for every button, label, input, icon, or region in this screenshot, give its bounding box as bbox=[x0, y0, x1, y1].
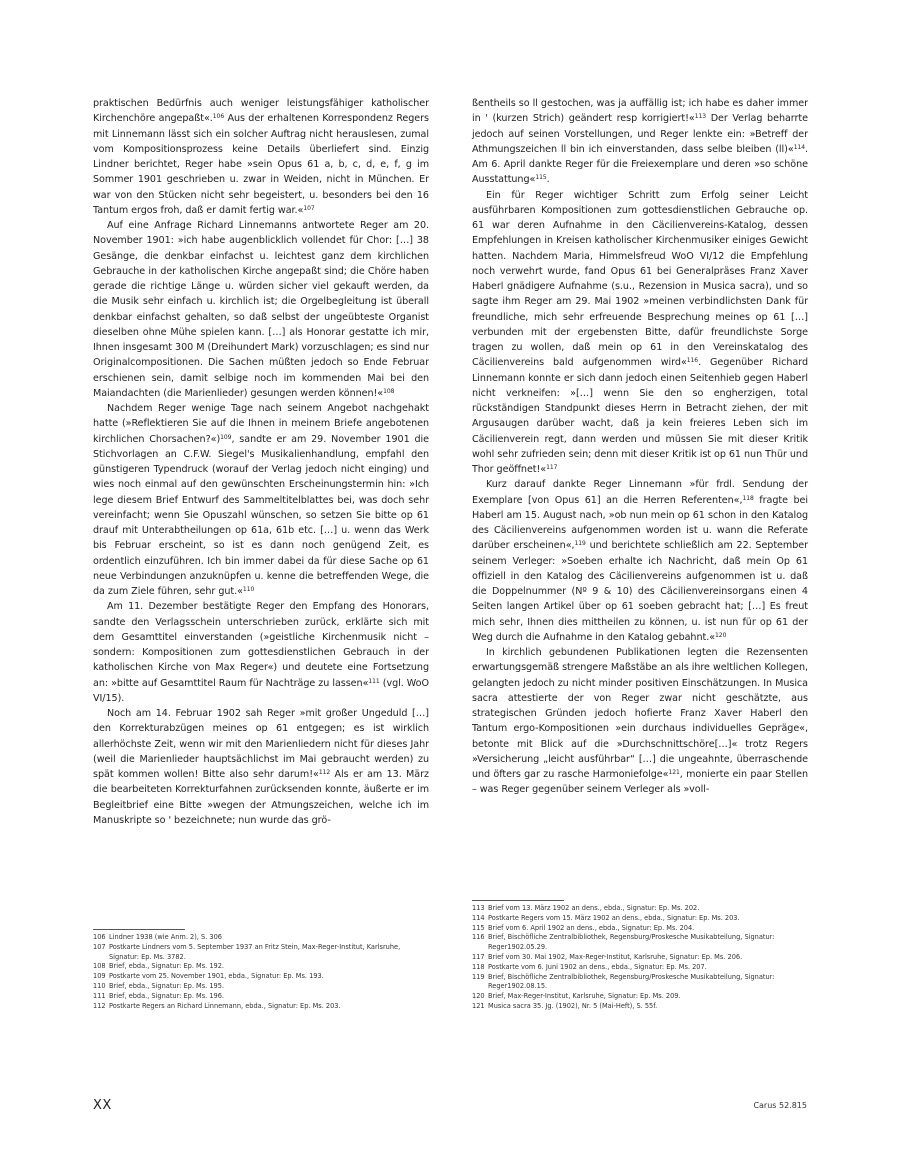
paragraph: Ein für Reger wichtiger Schritt zum Erfolg seiner Leicht ausführbaren Kompositionen zum gottesdienstlichen Gebrauche op. 61 war deren Aufnahme in den Cäcilienvereins-Katalog, dessen Empfehlungen in Kreisen katholischer Kirchenmusiker einiges Gewicht hatten. Nachdem Maria, Himmelsfreud WoO VI/12 die Empfehlung noch verwehrt wurde, fand Opus 61 bei Generalpräses Franz Xaver Haberl gnädigere Aufnahme (s.u., Rezension in Musica sacra), und so sagte ihm Reger am 29. Mai 1902 »meinen verbindlichsten Dank für freundliche, mich sehr erfreuende Besprechung meines op 61 […] verbunden mit der ergebensten Bitte, dafür freundlichste Sorge tragen zu wollen, daß mein op 61 in den Vereinskatalog des Cäcilienvereins bald aufgenommen wird«$^{116}$. Gegenüber Richard Linnemann konnte er sich dann jedoch einen Seitenhieb gegen Haberl nicht verkneifen: »[…] wenn Sie den so engherzigen, total rückständigen Standpunkt dieses Herrn in Betracht ziehen, der mit Argusaugen darüber wacht, daß ja kein freieres Leben sich im Cäcilienverein regt, dann werden und müssen Sie mit dieser Kritik wohl sehr zufrieden sein; denn mit dieser Kritik ist op 61 nun Thür und Thor geöffnet!«$^{117}$ bbox=[472, 189, 808, 475]
footnotes-right bbox=[472, 900, 808, 1012]
footnote-ref[interactable]: 112 bbox=[318, 769, 331, 776]
footnote: 120 Brief, Max-Reger-Institut, Karlsruhe, Signatur: Ep. Ms. 209. bbox=[472, 992, 681, 1001]
footnote-ref[interactable]: 120 bbox=[715, 631, 727, 639]
left-text-column bbox=[93, 96, 429, 1010]
page-number: XX bbox=[93, 1098, 112, 1113]
footnote: 116 Brief, Bischöfliche Zentralbibliothek, Regensburg/Proskesche Musikabteilung, Signatur: Reger1902.05.29. bbox=[472, 933, 775, 952]
paragraph: Noch am 14. Februar 1902 sah Reger »mit großer Ungeduld […] den Korrekturabzügen meines op 61 entgegen; es ist wirklich allerhöchste Zeit, wenn wir mit den Marienliedern nicht für dieses Jahr (weil die Marienlieder hauptsächlichst im Mai gebraucht werden) zu spät kommen wollen! Bitte also sehr darum!«$^{112}$ Als er am 13. März die bearbeiteten Korrekturfahnen zurücksenden konnte, äußerte er im Begleitbrief eine Bitte »wegen der Atmungszeichen, welche ich im Manuskripte so ' bezeichnete; nun wurde das grö- bbox=[93, 708, 429, 826]
footnote: 112 Postkarte Regers an Richard Linnemann, ebda., Signatur: Ep. Ms. 203. bbox=[93, 1001, 341, 1010]
footnote: 109 Postkarte vom 25. November 1901, ebda., Signatur: Ep. Ms. 193. bbox=[93, 972, 324, 981]
footnote-ref[interactable]: 113 bbox=[694, 113, 707, 121]
paragraph: Auf eine Anfrage Richard Linnemanns antwortete Reger am 20. November 1901: »ich habe augenblicklich vollendet für Chor: […] 38 Gesänge, die denkbar einfachst u. leichtest ganz dem kirchlichen Gebrauche in der katholischen Kirche angepaßt sind; die Chöre haben gerade die richtige Länge u. würden sicher viel gekauft werden, da die Musik sehr einfach u. kirchlich ist; die Orgelbegleitung ist überall denkbar einfachst gehalten, so daß selbst der ungeübteste Organist dieselben ohne Mühe spielen kann. […] als Honorar gestatte ich mir, Ihnen insgesamt 300 M (Dreihundert Mark) vorzuschlagen; es sind nur Originalcompositionen. Die Sachen müßten jedoch so Ende Februar erschienen sein, damit selbige noch im kommenden Mai bei den Maiandachten (die Marienlieder) gesungen werden können!«$^{108}$ bbox=[93, 220, 429, 399]
paragraph: Nachdem Reger wenige Tage nach seinem Angebot nachgehakt hatte (»Reflektieren Sie auf die Ihnen in meinem Briefe angebotenen kirchlichen Chorsachen?«)$^{109}$, sandte er am 29. November 1901 die Stichvorlagen an C.F.W. Siegel's Musikalienhandlung, empfahl den günstigeren Typendruck (worauf der Verlag jedoch nicht einging) und wies noch einmal auf den gewünschten Erscheinungstermin hin: »Ich lege diesem Brief Entwurf des Sammeltitelblattes bei, was doch sehr vereinfacht; wenn Sie Opuszahl wünschen, so setzen Sie bitte op 61 drauf mit Unterabtheilungen op 61a, 61b etc. […] u. wenn das Werk bis Februar erscheint, so ist es dann noch genügend Zeit, es ordentlich einzuführen. Ich bin immer dabei da für diese Sache op 61 neue Verbindungen anzuknüpfen u. kenne die betreffenden Wege, die da zum Ziele führen, sehr gut.«$^{110}$ bbox=[93, 403, 429, 597]
footnote-ref[interactable]: 121 bbox=[668, 769, 680, 776]
footnote-ref[interactable]: 111 bbox=[368, 677, 380, 685]
footnote: 111 Brief, ebda., Signatur: Ep. Ms. 196. bbox=[93, 991, 225, 1000]
footnote-ref[interactable]: 107 bbox=[303, 204, 315, 212]
paragraph: Kurz darauf dankte Reger Linnemann »für frdl. Sendung der Exemplare [von Opus 61] an die Herren Referenten«,$^{118}$ fragte bei Haberl am 15. August nach, »ob nun mein op 61 schon in den Katalog des Cäcilienvereins aufgenommen worden ist u. wann die Referate darüber erscheinen«,$^{119}$ und berichtete schließlich am 22. September seinem Verleger: »Soeben erhalte ich Nachricht, daß mein Op 61 offiziell in den Katalog des Cäcilienvereins aufgenommen ist u. daß die Doppelnummer (Nº 9 & 10) des Cäcilienvereinsorgans einen 4 Seiten langen Artikel über op 61 soeben gebracht hat; […] Es freut mich sehr, Ihnen dies mittheilen zu können, u. ist nun für op 61 der Weg durch die Aufnahme in den Katalog gebahnt.«$^{120}$ bbox=[472, 479, 808, 643]
footnote: 119 Brief, Bischöfliche Zentralbibliothek, Regensburg/Proskesche Musikabteilung, Signatur: Reger1902.08.15. bbox=[472, 972, 775, 991]
paragraph: Am 11. Dezember bestätigte Reger den Empfang des Honorars, sandte den Verlagsschein unterschrieben zurück, erklärte sich mit dem Gesamttitel einverstanden (»geistliche Kirchenmusik nicht – sondern: Kompositionen zum gottesdienstlichen Gebrauch in der katholischen Kirche von Max Reger«) und deutete eine Fortsetzung an: »bitte auf Gesamttitel Raum für Nachträge zu lassen«$^{111}$ (vgl. WoO VI/15). bbox=[93, 601, 429, 704]
footnote: 117 Brief vom 30. Mai 1902, Max-Reger-Institut, Karlsruhe, Signatur: Ep. Ms. 206. bbox=[472, 952, 743, 961]
paragraph: In kirchlich gebundenen Publikationen legten die Rezensenten erwartungsgemäß strengere Maßstäbe an als ihre weltlichen Kollegen, gelangten jedoch zu nicht minder positiven Einschätzungen. In Musica sacra attestierte der von Reger zwar nicht geschätzte, aus strategischen Gründen jedoch hofierte Franz Xaver Haberl den Tantum ergo-Kompositionen »ein durchaus individuelles Gepräge«, betonte mit Blick auf die »Durchschnittschöre[…]« trotz Regers »Versicherung „leicht ausführbar“ […] die ungeahnte, überraschende und öfters gar zu rasche Harmoniefolge«$^{121}$, monierte ein paar Stellen – was Reger gegenüber seinem Verleger als »voll- bbox=[472, 647, 808, 796]
footnote-ref[interactable]: 117 bbox=[546, 464, 558, 471]
footnote: 118 Postkarte vom 6. Juni 1902 an dens., ebda., Signatur: Ep. Ms. 207. bbox=[472, 962, 707, 971]
footnote: 108 Brief, ebda., Signatur: Ep. Ms. 192. bbox=[93, 962, 225, 971]
footnote-ref[interactable]: 115 bbox=[535, 174, 547, 182]
footnote-divider bbox=[472, 900, 564, 901]
footnote-ref[interactable]: 109 bbox=[220, 433, 232, 441]
footnote-ref[interactable]: 119 bbox=[574, 540, 586, 548]
footnotes-left bbox=[93, 929, 429, 1011]
paragraph: ßentheils so ll gestochen, was ja auffällig ist; ich habe es daher immer in ' (kurzen Strich) geändert resp korrigiert!«$^{113}$ Der Verlag beharrte jedoch auf seinen Vorstellungen, und Reger lenkte ein: »Betreff der Athmungszeichen ll bin ich einverstanden, dass selbe bleiben (ll)«$^{114}$. Am 6. April dankte Reger für die Freiexemplare und deren »so schöne Ausstattung«$^{115}$. bbox=[472, 98, 808, 186]
paragraph: praktischen Bedürfnis auch weniger leistungsfähiger katholischer Kirchenchöre angepaßt«.$^{106}$ Aus der erhaltenen Korrespondenz Regers mit Linnemann lässt sich ein solcher Auftrag nicht herauslesen, zumal vom Kompositionsprozess keine Details überliefert sind. Einzig Lindner berichtet, Reger habe »sein Opus 61 a, b, c, d, e, f, g im Sommer 1901 geschrieben u. zwar in Weiden, nicht in München. Er war von den Stücken nicht sehr begeistert, u. besonders bei den 16 Tantum ergos froh, daß er damit fertig war.«$^{107}$ bbox=[93, 98, 429, 216]
footnote: 115 Brief vom 6. April 1902 an dens., ebda., Signatur: Ep. Ms. 204. bbox=[472, 923, 695, 932]
footnote: 110 Brief, ebda., Signatur: Ep. Ms. 195. bbox=[93, 981, 225, 990]
footnote: 114 Postkarte Regers vom 15. März 1902 an dens., ebda., Signatur: Ep. Ms. 203. bbox=[472, 913, 740, 922]
footnote-ref[interactable]: 116 bbox=[686, 357, 699, 365]
footnote-ref[interactable]: 110 bbox=[242, 586, 255, 593]
footnote-ref[interactable]: 108 bbox=[383, 387, 395, 395]
footnote-ref[interactable]: 106 bbox=[212, 113, 225, 121]
footnote: 121 Musica sacra 35. Jg. (1902), Nr. 5 (Mai-Heft), S. 55f. bbox=[472, 1001, 658, 1010]
footnote: 107 Postkarte Lindners vom 5. September 1937 an Fritz Stein, Max-Reger-Institut, Karlsruhe, Signatur: Ep. Ms. 3782. bbox=[93, 942, 401, 961]
catalog-number: Carus 52.815 bbox=[753, 1101, 807, 1110]
footnote: 106 Lindner 1938 (wie Anm. 2), S. 306 bbox=[93, 933, 222, 941]
footnote: 113 Brief vom 13. März 1902 an dens., ebda., Signatur: Ep. Ms. 202. bbox=[472, 904, 700, 912]
footnote-ref[interactable]: 114 bbox=[793, 143, 805, 151]
footnote-divider bbox=[93, 929, 185, 930]
footnote-ref[interactable]: 118 bbox=[742, 494, 754, 502]
right-text-column bbox=[472, 96, 808, 1010]
